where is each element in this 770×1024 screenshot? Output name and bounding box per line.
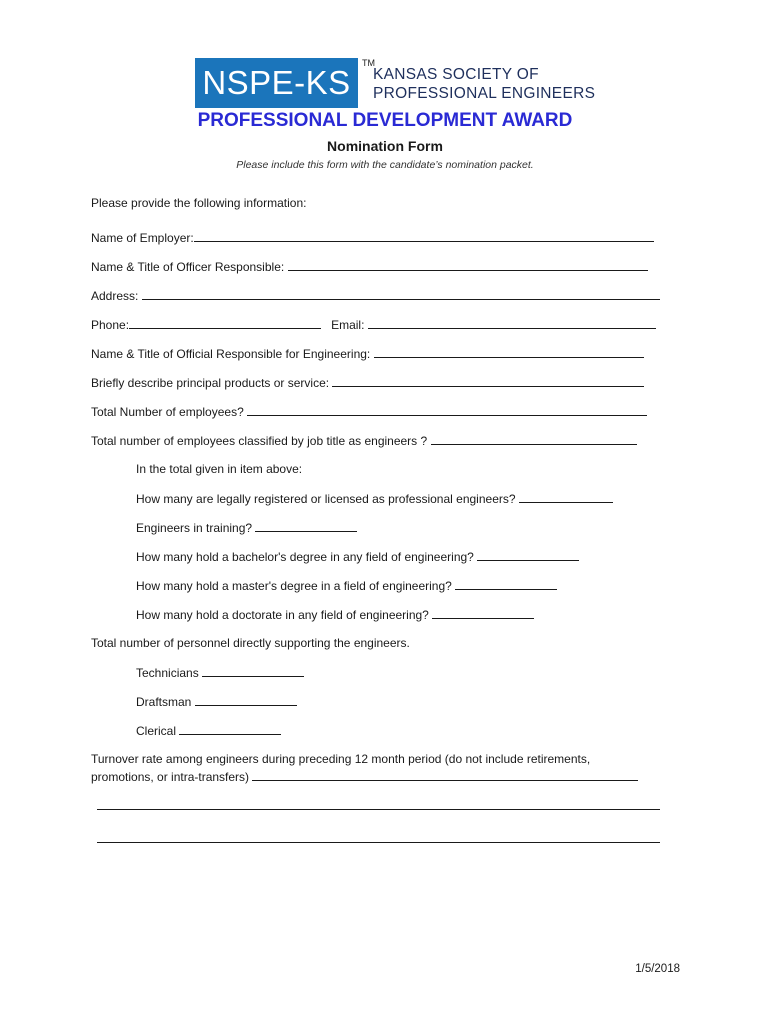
registered-field[interactable]	[519, 490, 613, 503]
doctorate-label: How many hold a doctorate in any field of engineering?	[136, 608, 429, 622]
turnover-row	[91, 768, 638, 785]
page-subtitle: Nomination Form	[327, 138, 443, 154]
engineers-title-row	[91, 432, 637, 449]
technicians-row	[136, 664, 304, 681]
extra-line-1	[97, 797, 660, 814]
technicians-field[interactable]	[202, 664, 304, 677]
intro-text: Please provide the following information:	[91, 196, 307, 210]
official-engineering-row	[91, 345, 644, 362]
master-label: How many hold a master's degree in a field of engineering?	[136, 579, 452, 593]
extra-field-2[interactable]	[97, 830, 660, 843]
training-label: Engineers in training?	[136, 521, 253, 535]
registered-label: How many are legally registered or licensed as professional engineers?	[136, 492, 516, 506]
logo-org-line-1: KANSAS SOCIETY OF	[373, 66, 539, 83]
bachelor-field[interactable]	[477, 548, 579, 561]
bachelor-label: How many hold a bachelor's degree in any field of engineering?	[136, 550, 474, 564]
trademark-symbol: TM	[362, 58, 375, 68]
employer-label: Name of Employer:	[91, 231, 194, 245]
total-employees-field[interactable]	[247, 403, 647, 416]
training-field[interactable]	[255, 519, 357, 532]
engineers-title-field[interactable]	[431, 432, 637, 445]
doctorate-row	[136, 606, 534, 623]
officer-label: Name & Title of Officer Responsible:	[91, 260, 285, 274]
page-title: PROFESSIONAL DEVELOPMENT AWARD	[197, 110, 573, 131]
email-field[interactable]	[368, 316, 656, 329]
total-employees-row	[91, 403, 647, 420]
logo-mark: NSPE-KS	[195, 58, 358, 108]
officer-row	[91, 258, 648, 275]
bachelor-row	[136, 548, 579, 565]
logo-org-line-2: PROFESSIONAL ENGINEERS	[373, 85, 596, 102]
turnover-text-1: Turnover rate among engineers during preceding 12 month period (do not include retirements,	[91, 752, 591, 766]
in-total-text: In the total given in item above:	[136, 462, 303, 476]
extra-line-2	[97, 830, 660, 847]
products-row	[91, 374, 644, 391]
engineers-title-label: Total number of employees classified by job title as engineers ?	[91, 434, 428, 448]
master-field[interactable]	[455, 577, 557, 590]
phone-label: Phone:	[91, 318, 130, 332]
extra-field-1[interactable]	[97, 797, 660, 810]
products-field[interactable]	[332, 374, 644, 387]
address-row	[91, 287, 660, 304]
draftsman-label: Draftsman	[136, 695, 192, 709]
draftsman-row	[136, 693, 297, 710]
turnover-label: promotions, or intra-transfers)	[91, 770, 250, 784]
email-label: Email:	[331, 318, 365, 332]
clerical-label: Clerical	[136, 724, 177, 738]
clerical-field[interactable]	[179, 722, 281, 735]
doctorate-field[interactable]	[432, 606, 534, 619]
total-employees-label: Total Number of employees?	[91, 405, 244, 419]
officer-field[interactable]	[288, 258, 648, 271]
phone-email-row	[91, 316, 656, 333]
document-date: 1/5/2018	[635, 963, 680, 975]
training-row	[136, 519, 357, 536]
draftsman-field[interactable]	[195, 693, 297, 706]
phone-field[interactable]	[129, 316, 321, 329]
support-text: Total number of personnel directly supporting the engineers.	[91, 636, 410, 650]
technicians-label: Technicians	[136, 666, 199, 680]
registered-row	[136, 490, 613, 507]
turnover-field[interactable]	[252, 768, 638, 781]
employer-field[interactable]	[194, 229, 654, 242]
master-row	[136, 577, 557, 594]
address-field[interactable]	[142, 287, 660, 300]
logo-org-name	[373, 65, 595, 103]
clerical-row	[136, 722, 281, 739]
products-label: Briefly describe principal products or service:	[91, 376, 330, 390]
nspe-ks-logo	[195, 58, 596, 110]
official-engineering-label: Name & Title of Official Responsible for Engineering:	[91, 347, 371, 361]
instruction-note: Please include this form with the candidate’s nomination packet.	[236, 159, 534, 171]
address-label: Address:	[91, 289, 139, 303]
official-engineering-field[interactable]	[374, 345, 644, 358]
employer-row	[91, 229, 654, 246]
